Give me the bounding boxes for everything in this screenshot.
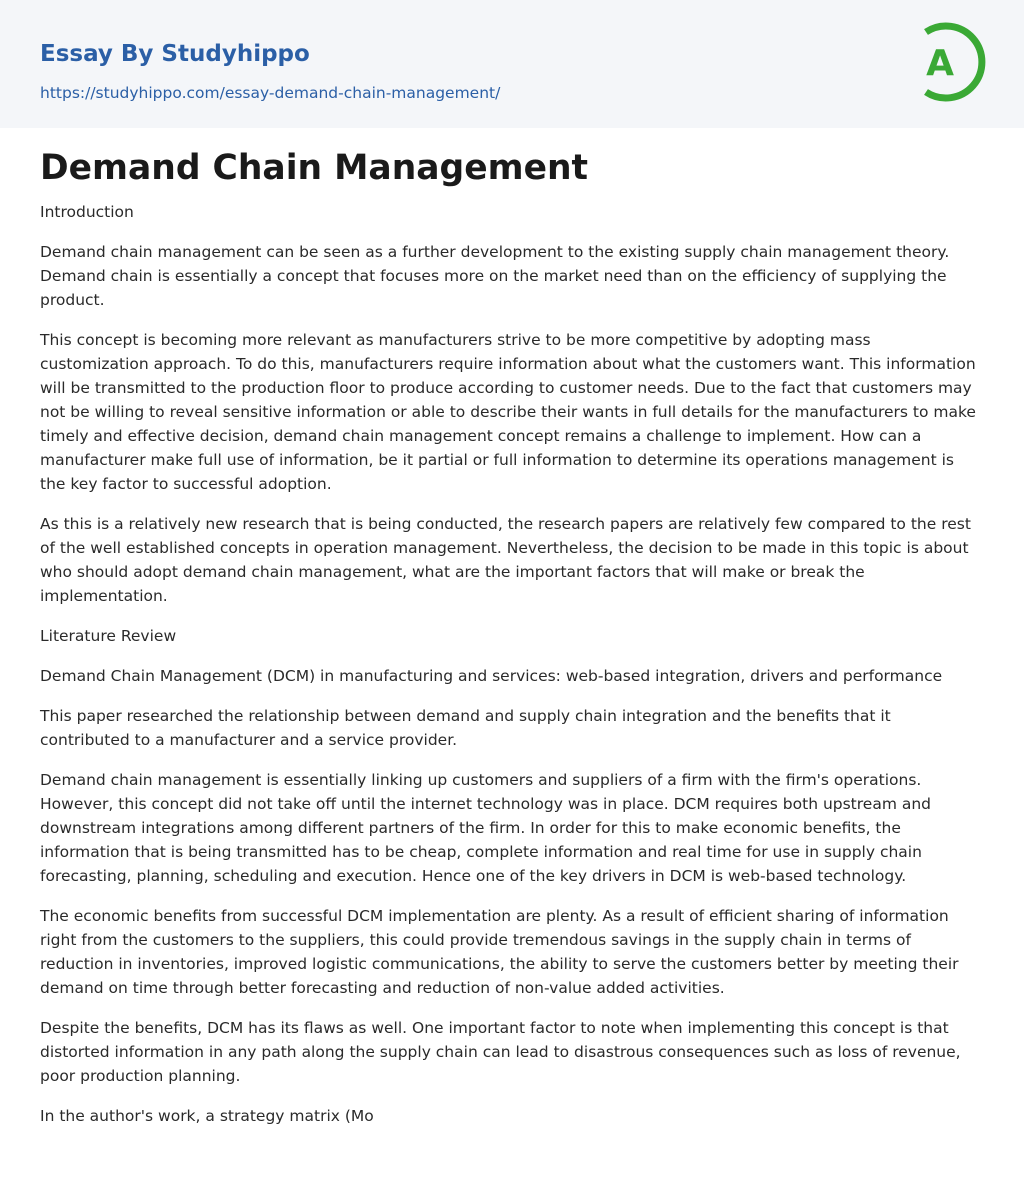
essay-url-link[interactable]: https://studyhippo.com/essay-demand-chain-management/	[40, 84, 501, 102]
studyhippo-logo-icon[interactable]	[914, 18, 986, 106]
section-heading-introduction: Introduction	[40, 203, 134, 221]
section-heading-literature-review: Literature Review	[40, 627, 177, 645]
logo-letter: A	[926, 43, 954, 84]
site-header	[0, 0, 1024, 128]
paragraph: Demand chain management can be seen as a further development to the existing supply chain management theory. Demand chain is essentially a concept that focuses more on the market need than on the efficiency of supplying the product.	[40, 243, 950, 309]
paragraph: This paper researched the relationship between demand and supply chain integration and the benefits that it contributed to a manufacturer and a service provider.	[40, 707, 891, 749]
paragraph-truncated: In the author's work, a strategy matrix (Mo	[40, 1107, 374, 1125]
paragraph: This concept is becoming more relevant as manufacturers strive to be more competitive by adopting mass customization approach. To do this, manufacturers require information about what the customers want. This information will be transmitted to the production floor to produce according to customer needs. Due to the fact that customers may not be willing to reveal sensitive information or able to describe their wants in full details for the manufacturers to make timely and effective decision, demand chain management concept remains a challenge to implement. How can a manufacturer make full use of information, be it partial or full information to determine its operations management is the key factor to successful adoption.	[40, 331, 976, 493]
paragraph: Demand chain management is essentially linking up customers and suppliers of a firm with the firm's operations. However, this concept did not take off until the internet technology was in place. DCM requires both upstream and downstream integrations among different partners of the firm. In order for this to make economic benefits, the information that is being transmitted has to be cheap, complete information and real time for use in supply chain forecasting, planning, scheduling and execution. Hence one of the key drivers in DCM is web-based technology.	[40, 771, 932, 885]
article	[0, 128, 1024, 1128]
paragraph: The economic benefits from successful DCM implementation are plenty. As a result of efficient sharing of information right from the customers to the suppliers, this could provide tremendous savings in the supply chain in terms of reduction in inventories, improved logistic communications, the ability to serve the customers better by meeting their demand on time through better forecasting and reduction of non-value added activities.	[40, 907, 959, 997]
paper-title: Demand Chain Management (DCM) in manufacturing and services: web-based integration, drivers and performance	[40, 667, 943, 685]
paragraph: Despite the benefits, DCM has its flaws as well. One important factor to note when implementing this concept is that distorted information in any path along the supply chain can lead to disastrous consequences such as loss of revenue, poor production planning.	[40, 1019, 961, 1085]
paragraph: As this is a relatively new research that is being conducted, the research papers are relatively few compared to the rest of the well established concepts in operation management. Nevertheless, the decision to be made in this topic is about who should adopt demand chain management, what are the important factors that will make or break the implementation.	[40, 515, 971, 605]
brand-title[interactable]: Essay By Studyhippo	[40, 41, 310, 67]
page-title: Demand Chain Management	[40, 148, 589, 188]
